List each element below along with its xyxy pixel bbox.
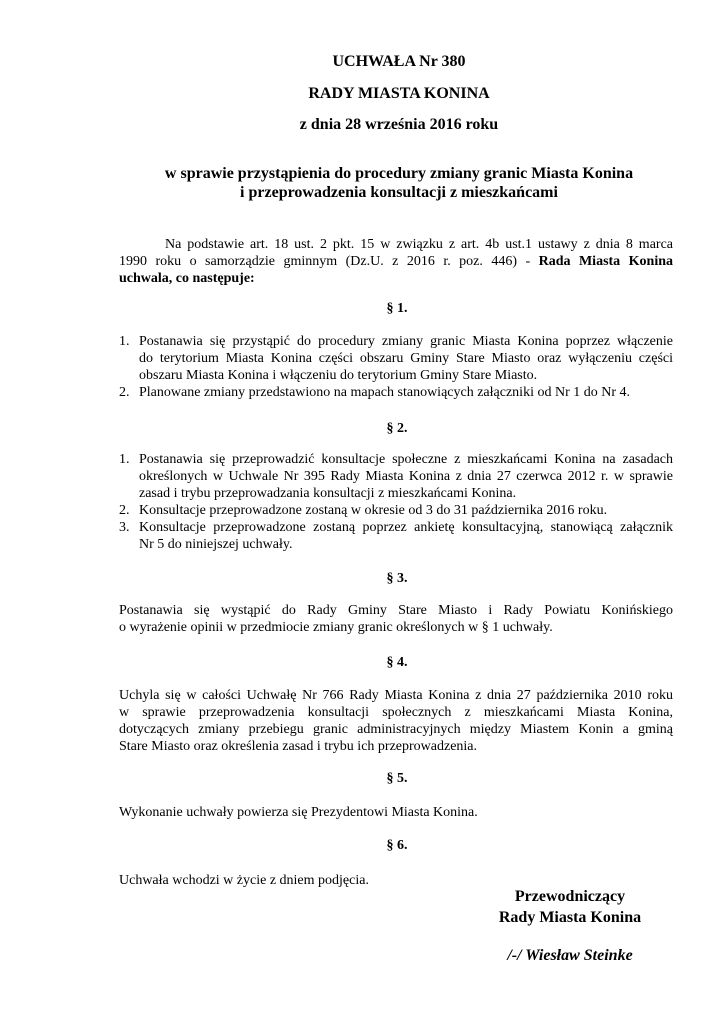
section-2-heading: § 2. [386, 421, 408, 436]
section-5-text: Wykonanie uchwały powierza się Prezydentowi Miasta Konina. [119, 805, 478, 820]
signature-body: Rady Miasta Konina [498, 909, 642, 926]
section-6-heading: § 6. [386, 838, 408, 853]
preamble-line-2: 1990 roku o samorządzie gminnym (Dz.U. z 2016 r. poz. 446) - Rada Miasta Konina [119, 254, 673, 269]
council-name: RADY MIASTA KONINA [308, 85, 490, 102]
section-5-heading: § 5. [386, 771, 408, 786]
subject-line-1: w sprawie przystąpienia do procedury zmiany granic Miasta Konina [164, 165, 634, 182]
section-4-heading: § 4. [386, 655, 408, 670]
section-3-text: Postanawia się wystąpić do Rady Gminy Stare Miasto i Rady Powiatu Konińskiego o wyrażenie opinii w przedmiocie zmiany granic określonych w § 1 uchwały. [119, 603, 673, 635]
section-3-heading: § 3. [386, 571, 408, 586]
signature-name: /-/ Wiesław Steinke [507, 947, 633, 964]
section-2-item-3: 3. Konsultacje przeprowadzone zostaną poprzez ankietę konsultacyjną, stanowiącą załącznik Nr 5 do niniejszej uchwały. [119, 520, 673, 552]
resolution-date: z dnia 28 września 2016 roku [299, 116, 499, 133]
section-1-heading: § 1. [386, 301, 408, 316]
council-bold: Rada Miasta Konina [538, 254, 673, 269]
resolution-title: UCHWAŁA Nr 380 [332, 53, 466, 70]
subject-line-2: i przeprowadzenia konsultacji z mieszkańcami [240, 184, 558, 201]
section-4-text: Uchyla się w całości Uchwałę Nr 766 Rady Miasta Konina z dnia 27 października 2010 roku w sprawie przeprowadzenia konsultacji społecznych z mieszkańcami Miasta Konina, dotyczących zmiany przebiegu granic administracyjnych między Miastem Konin a gminą Stare Miasto oraz określenia zasad i trybu ich przeprowadzenia. [119, 688, 673, 754]
section-1-item-1: 1. Postanawia się przystąpić do procedury zmiany granic Miasta Konina poprzez włączenie do terytorium Miasta Konina części obszaru Gminy Stare Miasto oraz wyłączeniu części obszaru Miasta Konina i włączeniu do terytorium Gminy Stare Miasto. [119, 334, 673, 383]
section-6-text: Uchwała wchodzi w życie z dniem podjęcia. [119, 873, 369, 888]
preamble-line-1: Na podstawie art. 18 ust. 2 pkt. 15 w związku z art. 4b ust.1 ustawy z dnia 8 marca [165, 237, 673, 252]
section-2-item-2: 2. Konsultacje przeprowadzone zostaną w okresie od 3 do 31 października 2016 roku. [119, 503, 608, 518]
section-2-item-1: 1. Postanawia się przeprowadzić konsultacje społeczne z mieszkańcami Konina na zasadach określonych w Uchwale Nr 395 Rady Miasta Konina z dnia 27 czerwca 2012 r. w sprawie zasad i trybu przeprowadzania konsultacji z mieszkańcami Konina. [119, 452, 673, 501]
section-1-item-2: 2. Planowane zmiany przedstawiono na mapach stanowiących załączniki od Nr 1 do Nr 4. [119, 385, 630, 400]
signature-role: Przewodniczący [514, 888, 626, 905]
preamble-line-3: uchwala, co następuje: [119, 271, 255, 286]
